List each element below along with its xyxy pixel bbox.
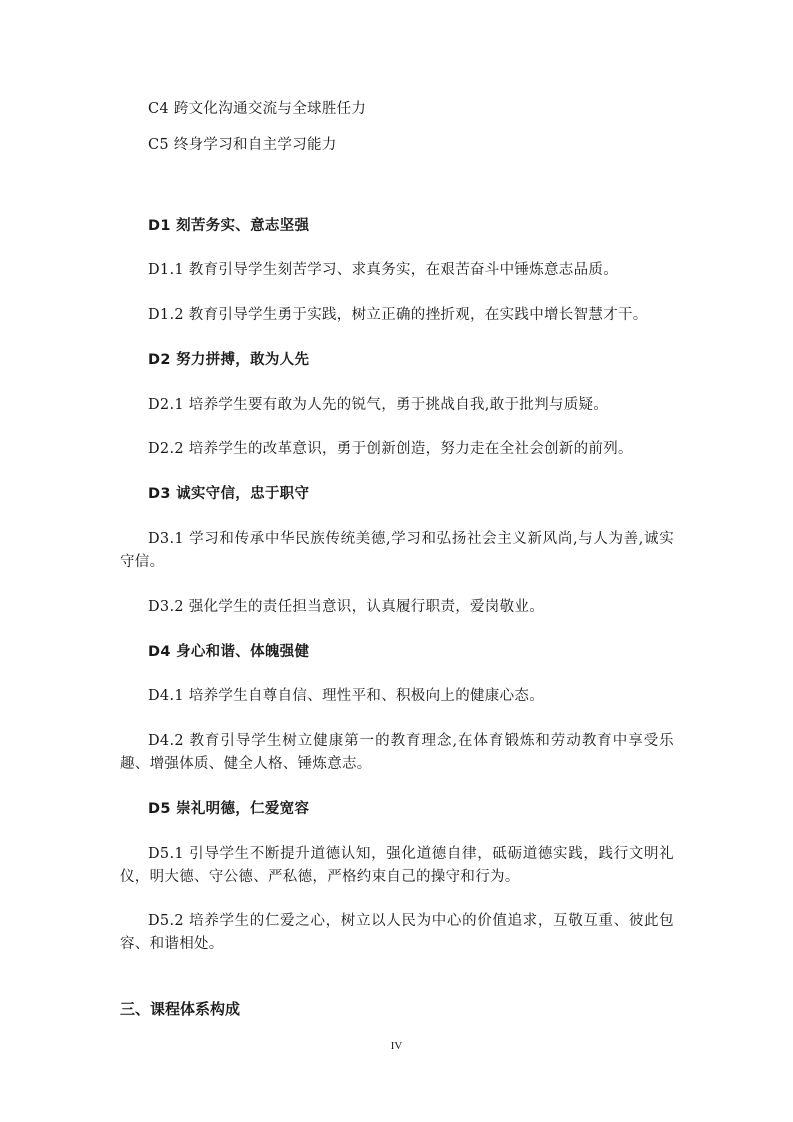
c5-item: C5 终身学习和自主学习能力	[148, 137, 337, 153]
section-title: 三、课程体系构成	[120, 1000, 241, 1018]
c4-item: C4 跨文化沟通交流与全球胜任力	[148, 101, 367, 117]
d5-heading: D5 崇礼明德，仁爱宽容	[148, 801, 310, 817]
d4-2-text: D4.2 教育引导学生树立健康第一的教育理念,在体育锻炼和劳动教育中享受乐趣、增强体质、健全人格、锤炼意志。	[120, 733, 674, 772]
d2-2-text: D2.2 培养学生的改革意识，勇于创新创造，努力走在全社会创新的前列。	[148, 441, 633, 457]
d3-2-text: D3.2 强化学生的责任担当意识，认真履行职责，爱岗敬业。	[148, 599, 544, 615]
d2-1-text: D2.1 培养学生要有敢为人先的锐气，勇于挑战自我,敢于批判与质疑。	[148, 397, 609, 413]
d3-1-text: D3.1 学习和传承中华民族传统美德,学习和弘扬社会主义新风尚,与人为善,诚实守信。	[120, 531, 674, 570]
page-number: IV	[390, 1040, 403, 1052]
d4-heading: D4 身心和谐、体魄强健	[148, 644, 310, 660]
d1-1-text: D1.1 教育引导学生刻苦学习、求真务实，在艰苦奋斗中锤炼意志品质。	[148, 262, 618, 278]
d1-2-text: D1.2 教育引导学生勇于实践，树立正确的挫折观，在实践中增长智慧才干。	[148, 307, 648, 323]
d4-1-text: D4.1 培养学生自尊自信、理性平和、积极向上的健康心态。	[148, 688, 544, 704]
d5-2-text: D5.2 培养学生的仁爱之心，树立以人民为中心的价值追求，互敬互重、彼此包容、和谐相处。	[120, 913, 674, 952]
d2-heading: D2 努力拼搏，敢为人先	[148, 352, 310, 368]
d1-heading: D1 刻苦务实、意志坚强	[148, 218, 310, 234]
d3-heading: D3 诚实守信，忠于职守	[148, 486, 310, 502]
d5-1-text: D5.1 引导学生不断提升道德认知，强化道德自律，砥砺道德实践，践行文明礼仪，明大德、守公德、严私德，严格约束自己的操守和行为。	[120, 846, 674, 885]
